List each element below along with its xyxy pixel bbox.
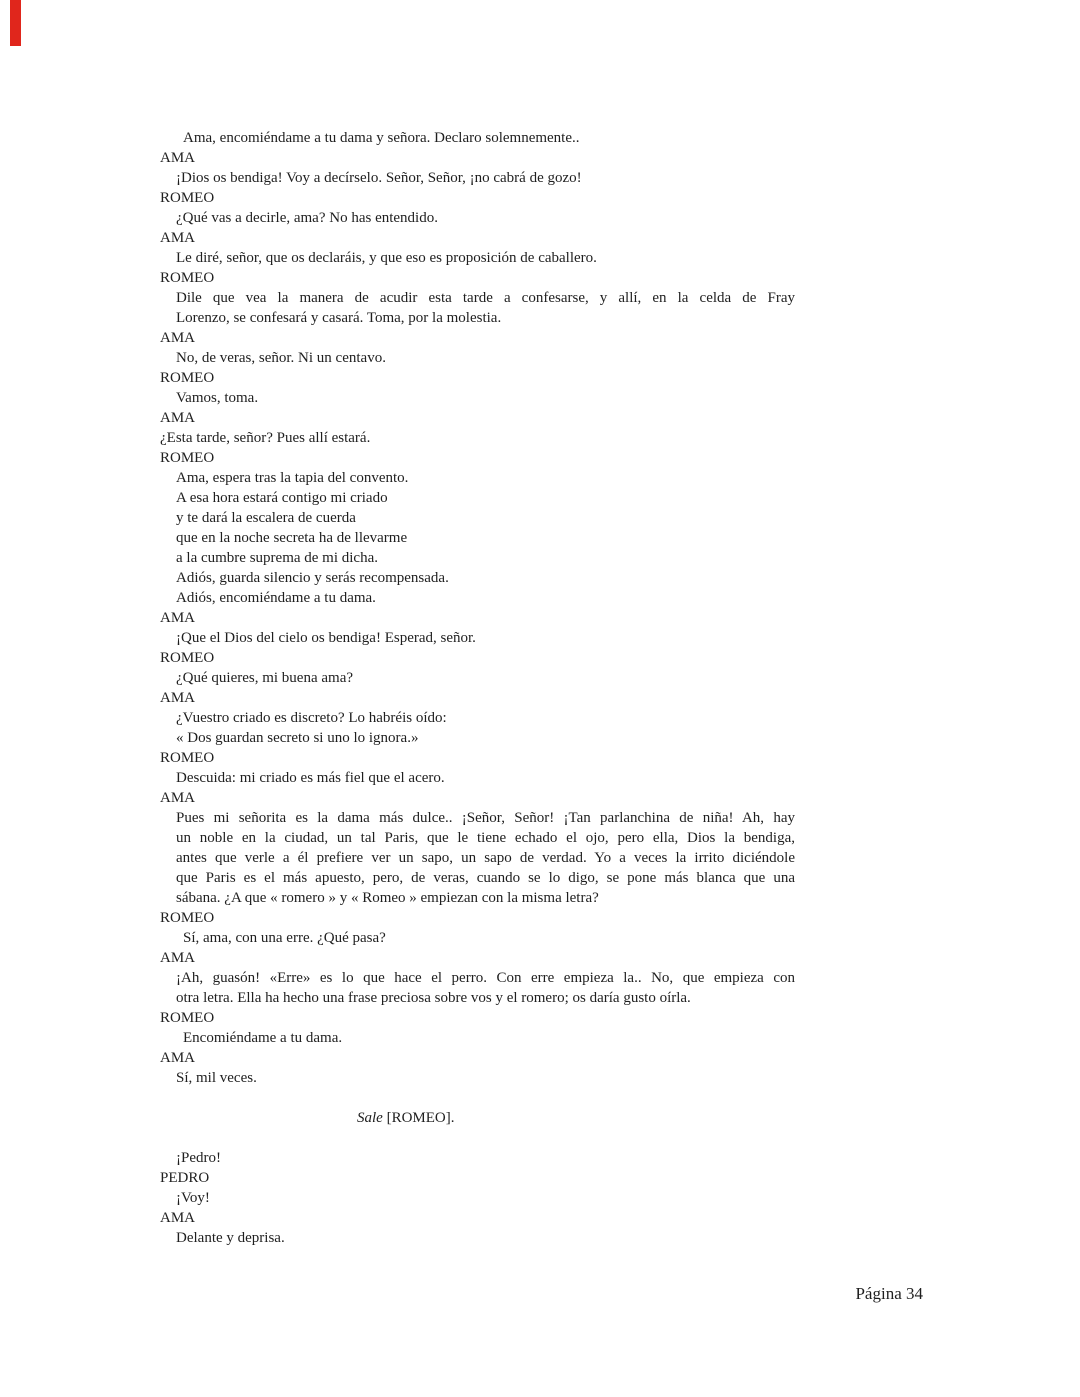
dialogue-line: ¡Voy! [176,1190,210,1206]
dialogue-line: ¡Ah, guasón! «Erre» es lo que hace el perro. Con erre empieza la.. No, que empieza con [176,970,795,986]
dialogue-line: Ama, encomiéndame a tu dama y señora. Declaro solemnemente.. [183,130,580,146]
speaker-name: AMA [160,150,196,166]
stage-direction: Sale [ROMEO]. [357,1110,455,1126]
speaker-name: ROMEO [160,910,215,926]
stage-direction-verb: Sale [357,1110,383,1126]
dialogue-line: ¿Qué quieres, mi buena ama? [176,670,354,686]
dialogue-line: a la cumbre suprema de mi dicha. [176,550,379,566]
dialogue-line: ¡Que el Dios del cielo os bendiga! Esperad, señor. [176,630,476,646]
dialogue-line: Vamos, toma. [176,390,259,406]
dialogue-line: Le diré, señor, que os declaráis, y que eso es proposición de caballero. [176,250,597,266]
dialogue-line: y te dará la escalera de cuerda [176,510,356,526]
speaker-name: ROMEO [160,650,215,666]
dialogue-line: No, de veras, señor. Ni un centavo. [176,350,386,366]
dialogue-line: Ama, espera tras la tapia del convento. [176,470,409,486]
speaker-name: ROMEO [160,370,215,386]
dialogue-line: A esa hora estará contigo mi criado [176,490,388,506]
dialogue-line: ¡Pedro! [176,1150,221,1166]
dialogue-line: « Dos guardan secreto si uno lo ignora.» [176,730,419,746]
dialogue-line: ¿Vuestro criado es discreto? Lo habréis oído: [176,710,447,726]
speaker-name: AMA [160,610,196,626]
dialogue-line: Sí, mil veces. [176,1070,257,1086]
speaker-name: ROMEO [160,190,215,206]
speaker-name: ROMEO [160,750,215,766]
page-number: Página 34 [855,1284,923,1303]
dialogue-line: sábana. ¿A que « romero » y « Romeo » empiezan con la misma letra? [176,890,599,906]
dialogue-line: otra letra. Ella ha hecho una frase preciosa sobre vos y el romero; os daría gusto oírla. [176,990,691,1006]
dialogue-line: Pues mi señorita es la dama más dulce.. ¡Señor, Señor! ¡Tan parlanchina de niña! Ah, hay [176,810,795,826]
dialogue-line: ¿Esta tarde, señor? Pues allí estará. [160,430,371,446]
dialogue-line: ¡Dios os bendiga! Voy a decírselo. Señor, Señor, ¡no cabrá de gozo! [176,170,582,186]
speaker-name: AMA [160,1050,196,1066]
dialogue-line: antes que verle a él prefiere ver un sapo, un sapo de verdad. Yo a veces la irrito diciéndole [176,850,795,866]
dialogue-line: Sí, ama, con una erre. ¿Qué pasa? [183,930,386,946]
speaker-name: AMA [160,330,196,346]
dialogue-line: Adiós, encomiéndame a tu dama. [176,590,376,606]
dialogue-line: Encomiéndame a tu dama. [183,1030,343,1046]
corner-mark [10,0,21,46]
speaker-name: ROMEO [160,1010,215,1026]
speaker-name: AMA [160,950,196,966]
speaker-name: AMA [160,230,196,246]
dialogue-line: Adiós, guarda silencio y serás recompensada. [176,570,449,586]
dialogue-line: Descuida: mi criado es más fiel que el acero. [176,770,445,786]
dialogue-line: Lorenzo, se confesará y casará. Toma, por la molestia. [176,310,502,326]
speaker-name: AMA [160,410,196,426]
dialogue-line: un noble en la ciudad, un tal Paris, que le tiene echado el ojo, pero ella, Dios la bendiga, [176,830,795,846]
dialogue-line: Delante y deprisa. [176,1230,285,1246]
speaker-name: ROMEO [160,270,215,286]
dialogue-line: que Paris es el más apuesto, pero, de veras, cuando se lo digo, se pone más blanca que una [176,870,795,886]
dialogue-line: ¿Qué vas a decirle, ama? No has entendido. [176,210,438,226]
speaker-name: PEDRO [160,1170,210,1186]
speaker-name: ROMEO [160,450,215,466]
dialogue-line: que en la noche secreta ha de llevarme [176,530,408,546]
speaker-name: AMA [160,790,196,806]
speaker-name: AMA [160,690,196,706]
dialogue-line: Dile que vea la manera de acudir esta tarde a confesarse, y allí, en la celda de Fray [176,290,795,306]
speaker-name: AMA [160,1210,196,1226]
